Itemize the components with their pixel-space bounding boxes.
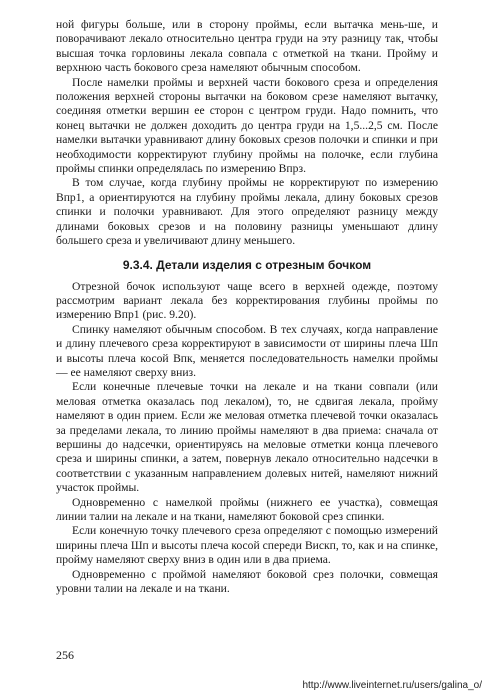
watermark-url[interactable]: http://www.liveinternet.ru/users/galina_o/ bbox=[302, 680, 482, 691]
page-body bbox=[56, 18, 438, 596]
section-heading: 9.3.4. Детали изделия с отрезным бочком bbox=[122, 257, 372, 272]
paragraph-6: Если конечные плечевые точки на лекале и на ткани совпали (или меловая отметка оказалась под лекалом), то, не сдвигая лекала, пройму намеляют в один прием. Если же меловая отметка плечевой точки оказалась за пределами лекала, то линию проймы намеляют в два приема: сначала от вершины до надсечки, ориентируясь на меловые отметки конца плечевого среза и ширины спинки, а затем, повернув лекало относительно надсечки в соответствии с указанным направлением долевых нитей, намеляют нижний участок проймы. bbox=[56, 380, 438, 495]
page-number: 256 bbox=[56, 648, 74, 662]
paragraph-5: Спинку намеляют обычным способом. В тех случаях, когда направление и длину плечевого среза корректируют в зависимости от ширины плеча Шп и высоты плеча косой Впк, меняется последовательность намелки проймы — ее намеляют сверху вниз. bbox=[56, 322, 438, 379]
paragraph-4: Отрезной бочок используют чаще всего в верхней одежде, поэтому рассмотрим вариант лекала без корректирования глубины проймы по измерению Впр1 (рис. 9.20). bbox=[56, 279, 438, 322]
paragraph-2: После намелки проймы и верхней части бокового среза и определения положения верхней стороны вытачки на боковом срезе намеляют вытачку, соединяя отметки вершин ее сторон с центром груди. Надо помнить, что конец вытачки не должен доходить до центра груди на 1,5...2,5 см. После намелки вытачки уравнивают длину боковых срезов полочки и спинки и при необходимости корректируют глубину проймы на полочке, если глубина проймы спинки определялась по измерению Впрз. bbox=[56, 75, 438, 176]
paragraph-1: ной фигуры больше, или в сторону проймы, если вытачка мень-ше, и поворачивают лекало относительно центра груди на эту разницу так, чтобы высшая точка горловины лекала совпала с отметкой на ткани. Пройму и верхнюю часть бокового среза намеляют обычным способом. bbox=[56, 18, 438, 75]
paragraph-3: В том случае, когда глубину проймы не корректируют по измерению Впр1, а ориентируются на глубину проймы лекала, длину боковых срезов спинки и полочки уравнивают. Для этого определяют разницу между длинами боковых срезов и на половину разницы уменьшают длину большего среза и увеличивают длину меньшего. bbox=[56, 176, 438, 248]
paragraph-7: Одновременно с намелкой проймы (нижнего ее участка), совмещая линии талии на лекале и на ткани, намеляют боковой срез спинки. bbox=[56, 495, 438, 523]
paragraph-8: Если конечную точку плечевого среза определяют с помощью измерений ширины плеча Шп и высоты плеча косой спереди Вискп, то, как и на спинке, пройму намеляют сверху вниз в один или в два приема. bbox=[56, 524, 438, 567]
paragraph-9: Одновременно с проймой намеляют боковой срез полочки, совмещая уровни талии на лекале и на ткани. bbox=[56, 567, 438, 596]
